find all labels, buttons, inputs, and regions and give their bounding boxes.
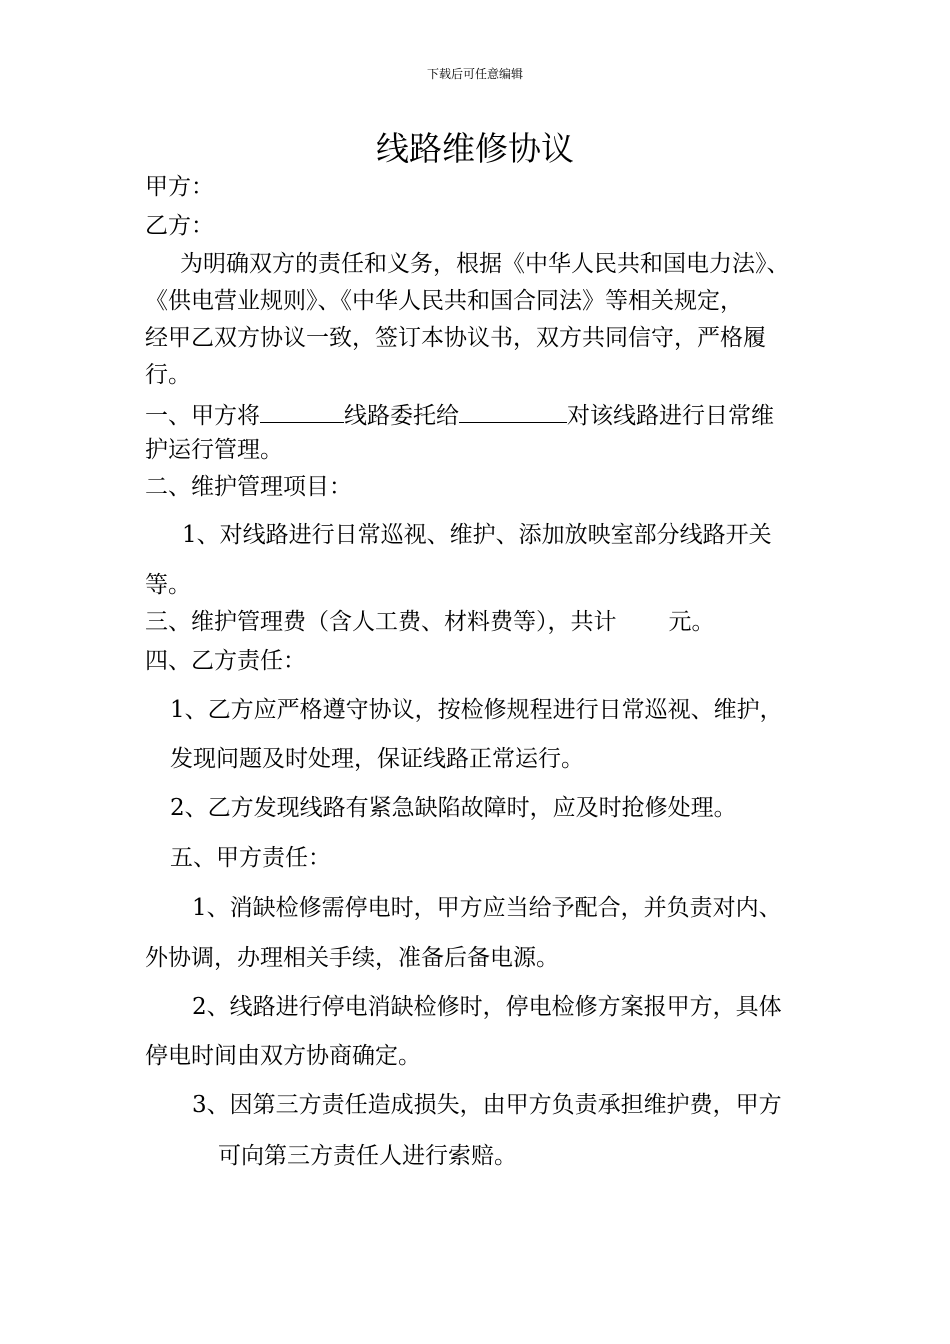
- section-5-heading: 五、甲方责任：: [170, 845, 331, 871]
- intro-line-3: 经甲乙双方协议一致，签订本协议书，双方共同信守，严格履: [145, 325, 766, 351]
- section-2-item-1-line-2: 等。: [145, 572, 191, 598]
- party-b-label: 乙方：: [145, 213, 214, 239]
- section-4-item-1-line-2: 发现问题及时处理，保证线路正常运行。: [170, 746, 584, 772]
- section-4-heading: 四、乙方责任：: [145, 648, 306, 674]
- section-1-line-1: [145, 398, 774, 431]
- section-2-heading: 二、维护管理项目：: [145, 474, 352, 500]
- section-5-item-1-line-2: 外协调，办理相关手续，准备后备电源。: [145, 945, 559, 971]
- section-3-line: [145, 607, 715, 637]
- intro-line-4: 行。: [145, 362, 191, 388]
- section-4-item-2: 2、乙方发现线路有紧急缺陷故障时，应及时抢修处理。: [170, 795, 737, 821]
- section-4-item-1-line-1: 1、乙方应严格遵守协议，按检修规程进行日常巡视、维护，: [170, 697, 783, 723]
- section-1-text-a: 一、甲方将: [145, 403, 260, 429]
- section-5-item-3-line-1: 3、因第三方责任造成损失，由甲方负责承担维护费，甲方: [192, 1092, 782, 1118]
- party-a-label: 甲方：: [145, 174, 214, 200]
- section-3-text-a: 三、维护管理费（含人工费、材料费等），共计: [145, 609, 617, 635]
- section-5-item-1-line-1: 1、消缺检修需停电时，甲方应当给予配合，并负责对内、: [192, 895, 782, 921]
- section-5-item-2-line-1: 2、线路进行停电消缺检修时，停电检修方案报甲方，具体: [192, 994, 782, 1020]
- intro-line-1: 为明确双方的责任和义务，根据《中华人民共和国电力法》、: [180, 251, 790, 277]
- intro-line-2: 《供电营业规则》、《中华人民共和国合同法》等相关规定，: [145, 288, 743, 314]
- document-title: 线路维修协议: [376, 129, 574, 168]
- section-5-item-2-line-2: 停电时间由双方协商确定。: [145, 1043, 421, 1069]
- line-name-blank[interactable]: [260, 398, 344, 423]
- contractor-blank[interactable]: [459, 398, 567, 423]
- section-1-text-c: 对该线路进行日常维: [567, 403, 774, 429]
- section-5-item-3-line-2: 可向第三方责任人进行索赔。: [218, 1143, 517, 1169]
- page-header-note: 下载后可任意编辑: [426, 67, 523, 81]
- section-3-text-b: 元。: [668, 609, 715, 635]
- section-1-text-b: 线路委托给: [344, 403, 459, 429]
- section-1-line-2: 护运行管理。: [145, 437, 283, 463]
- section-2-item-1-line-1: 1、对线路进行日常巡视、维护、添加放映室部分线路开关: [182, 522, 772, 548]
